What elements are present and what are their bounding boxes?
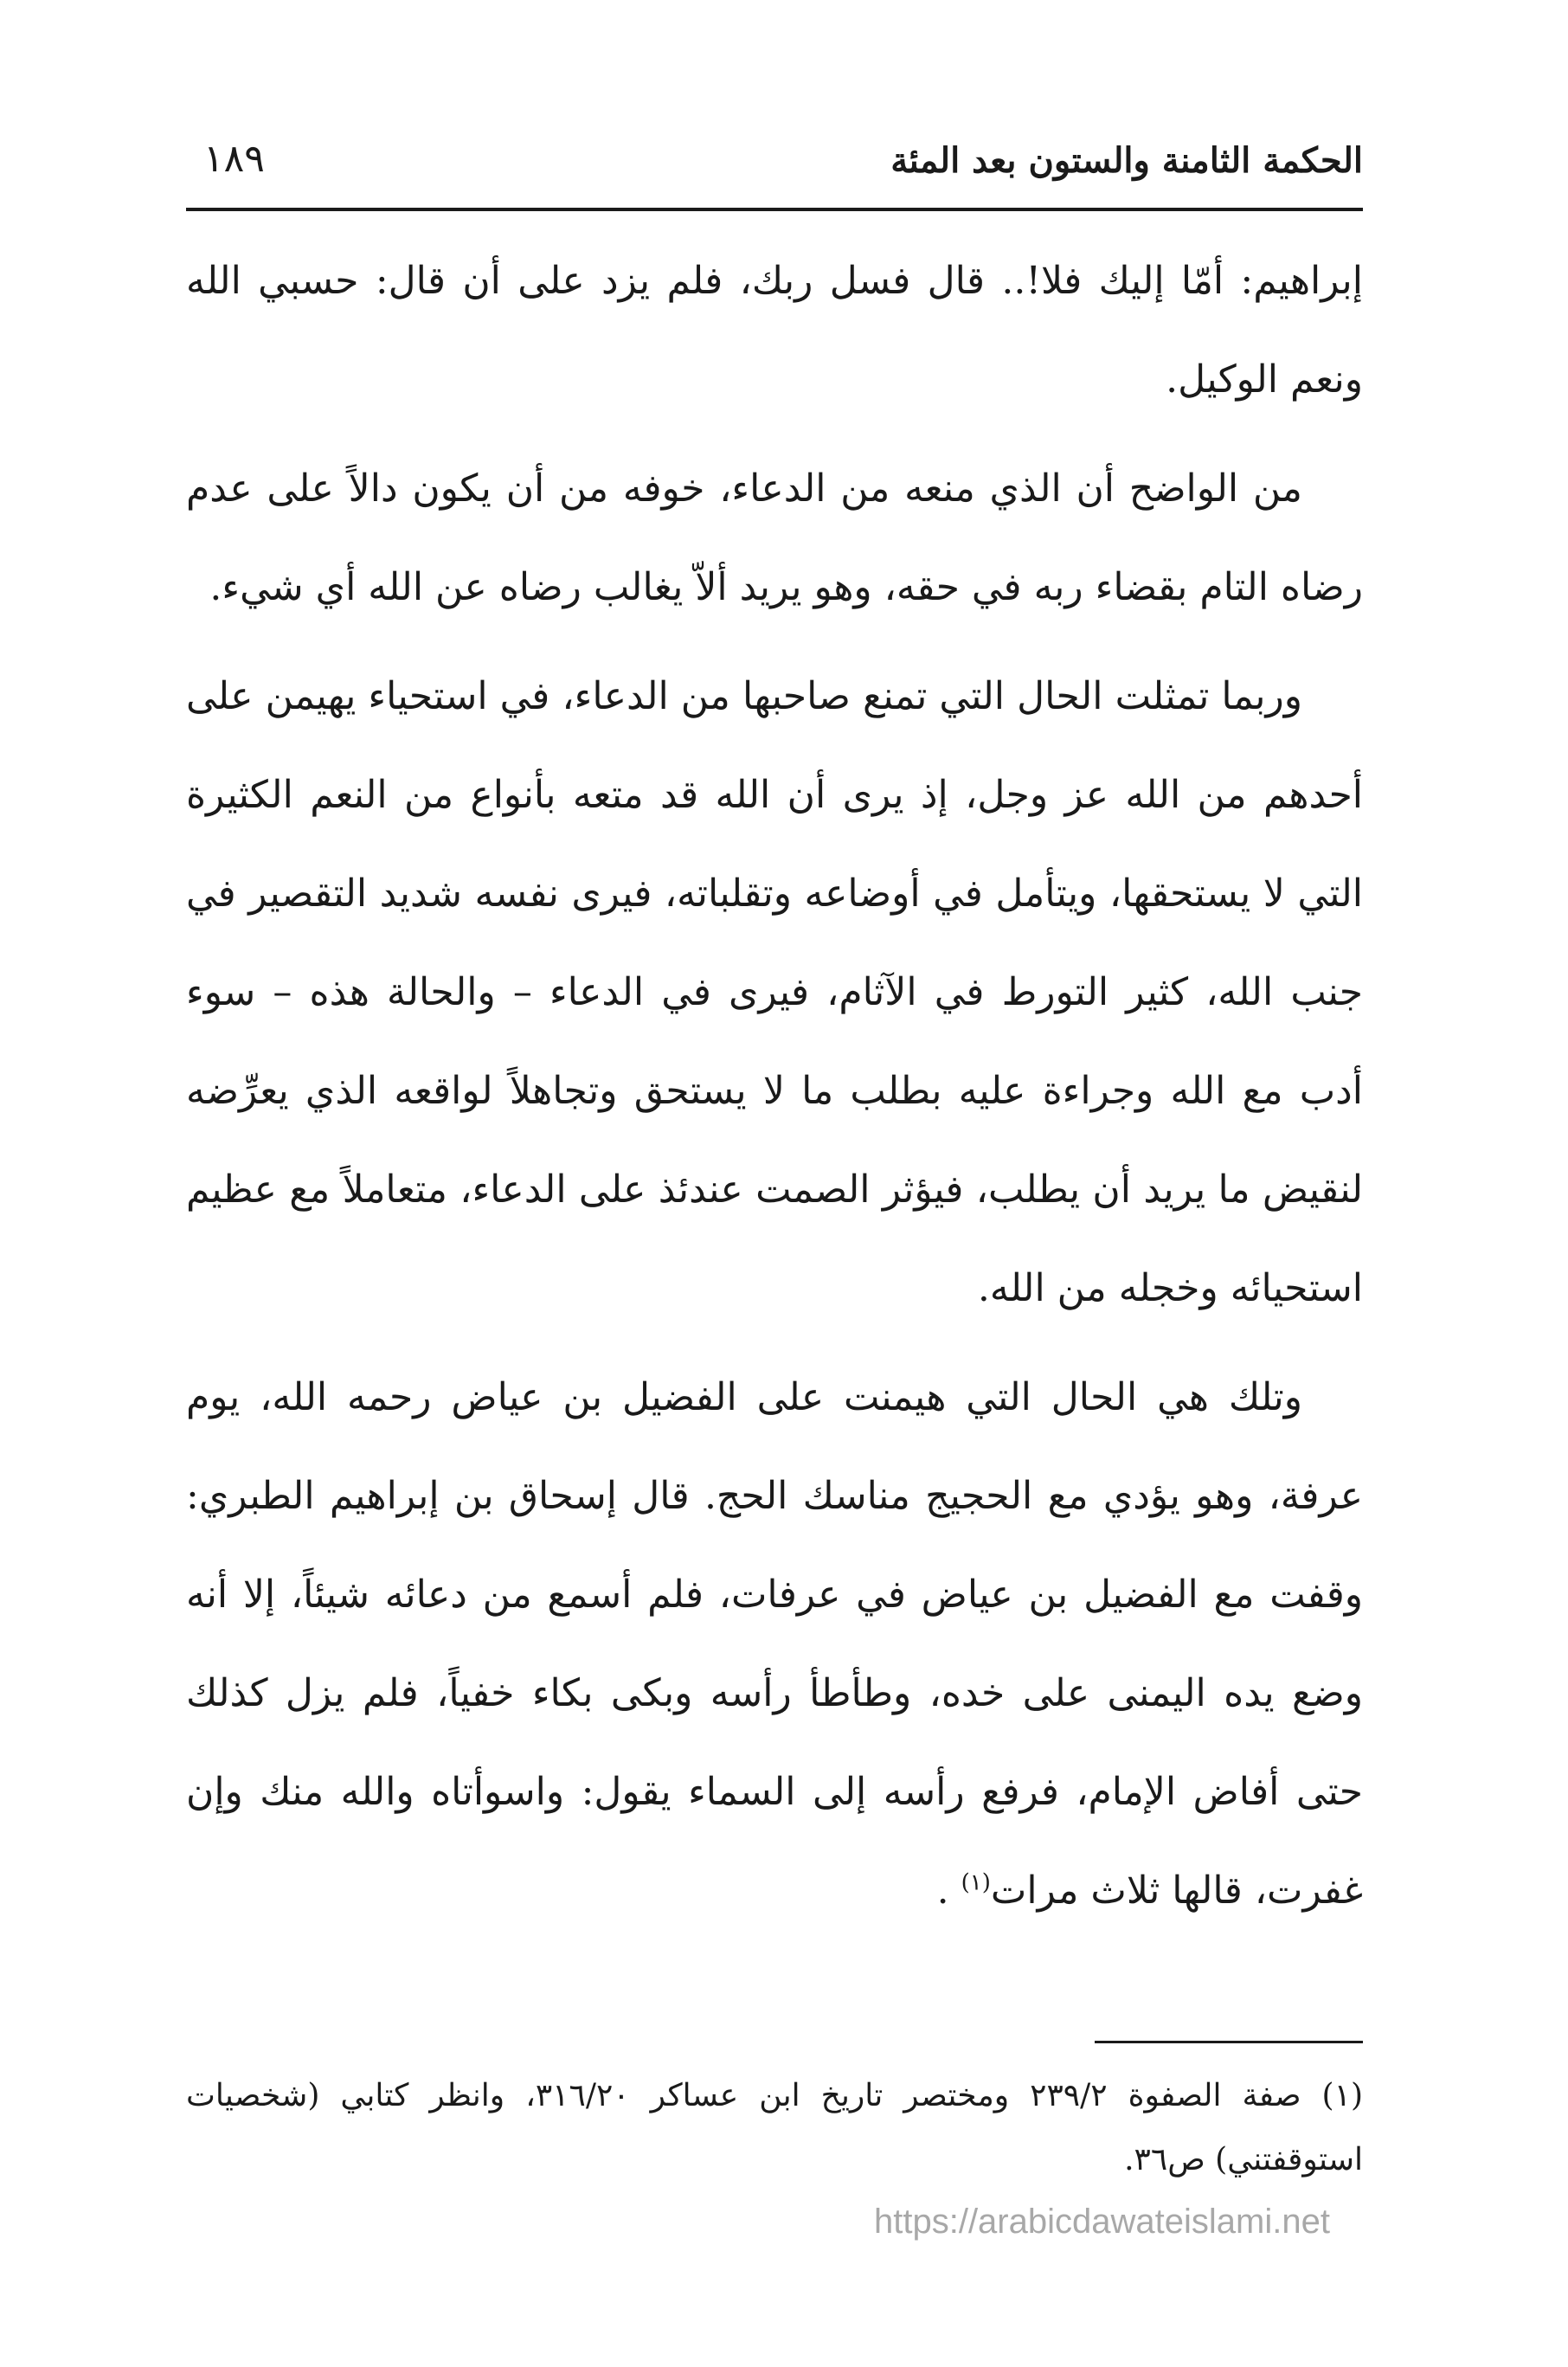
paragraph-4-text: وتلك هي الحال التي هيمنت على الفضيل بن عياض رحمه الله، يوم عرفة، وهو يؤدي مع الحجيج مناسك الحج. قال إسحاق بن إبراهيم الطبري: وقفت مع الفضيل بن عياض في عرفات، فلم أسمع من دعائه شيئاً، إلا أنه وضع يده اليمنى على خده، وطأطأ رأسه وبكى بكاء خفياً، فلم يزل كذلك حتى أفاض الإمام، فرفع رأسه إلى السماء يقول: واسوأتاه والله منك وإن غفرت، قالها ثلاث مرات bbox=[186, 1375, 1363, 1913]
watermark-url: https://arabicdawateislami.net bbox=[874, 2203, 1330, 2241]
page-number: ١٨٩ bbox=[203, 137, 265, 181]
paragraph-4 bbox=[186, 1348, 1363, 1940]
paragraph-3: وربما تمثلت الحال التي تمنع صاحبها من الدعاء، في استحياء يهيمن على أحدهم من الله عز وجل، إذ يرى أن الله قد متعه بأنواع من النعم الكثيرة التي لا يستحقها، ويتأمل في أوضاعه وتقلباته، فيرى نفسه شديد التقصير في جنب الله، كثير التورط في الآثام، فيرى في الدعاء – والحالة هذه – سوء أدب مع الله وجراءة عليه بطلب ما لا يستحق وتجاهلاً لواقعه الذي يعرِّضه لنقيض ما يريد أن يطلب، فيؤثر الصمت عندئذ على الدعاء، متعاملاً مع عظيم استحيائه وخجله من الله. bbox=[186, 674, 1363, 1310]
footnote: (١) صفة الصفوة ٢٣٩/٢ ومختصر تاريخ ابن عساكر ٣١٦/٢٠، وانظر كتابي (شخصيات استوقفتني) ص٣٦. bbox=[186, 2078, 1363, 2177]
body-text bbox=[186, 232, 1363, 1940]
paragraph-1: إبراهيم: أمّا إليك فلا!.. قال فسل ربك، فلم يزد على أن قال: حسبي الله ونعم الوكيل. bbox=[186, 259, 1363, 402]
footnote-reference: (١) bbox=[961, 1869, 991, 1896]
paragraph-2: من الواضح أن الذي منعه من الدعاء، خوفه من أن يكون دالاً على عدم رضاه التام بقضاء ربه في حقه، وهو يريد ألاّ يغالب رضاه عن الله أي شيء. bbox=[186, 466, 1363, 609]
footnote-divider bbox=[1095, 2041, 1363, 2043]
chapter-title: الحكمة الثامنة والستون بعد المئة bbox=[890, 140, 1363, 181]
running-header bbox=[186, 130, 1363, 211]
paragraph-4-end: . bbox=[936, 1869, 961, 1913]
